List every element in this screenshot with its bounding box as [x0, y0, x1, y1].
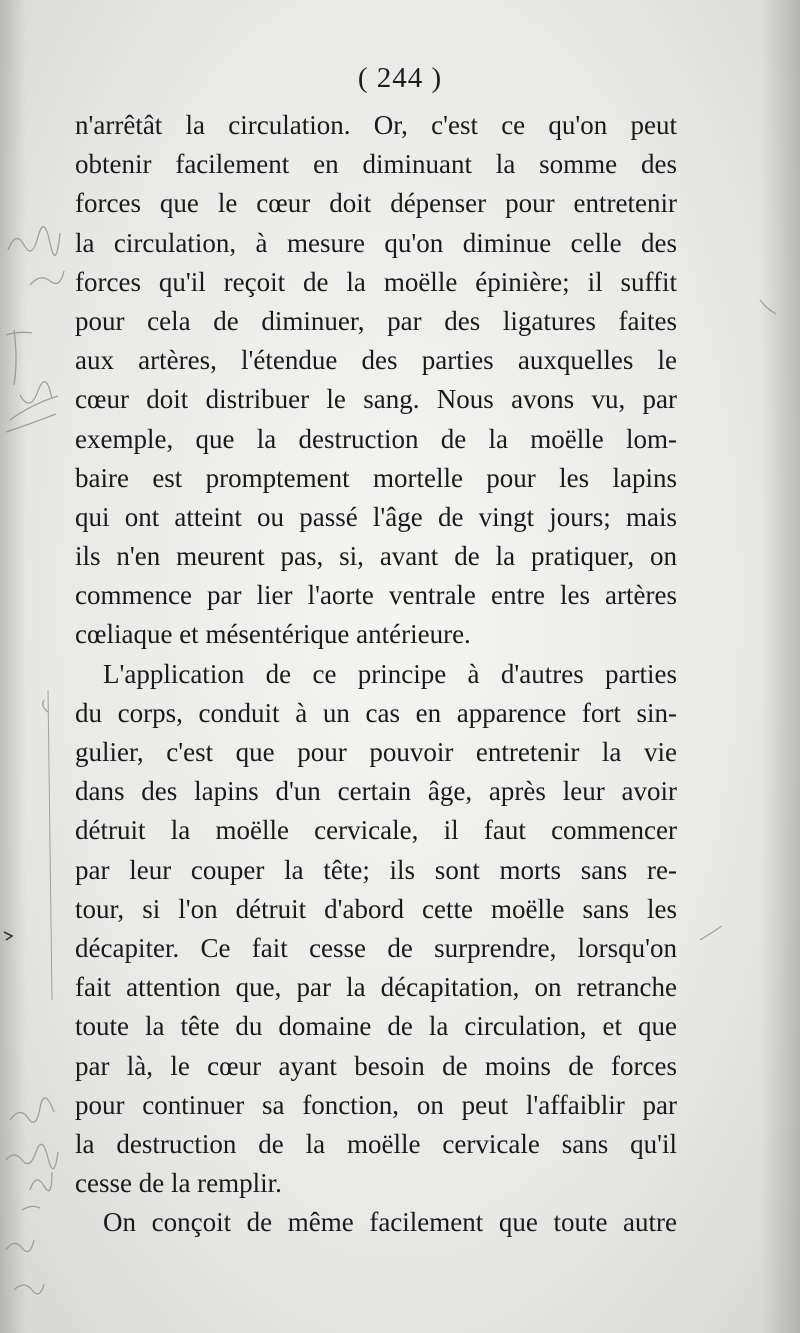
text-line: baire est promptement mortelle pour les lapins [75, 462, 677, 493]
text-line: décapiter. Ce fait cesse de surprendre, lorsqu'on [75, 932, 677, 963]
gutter-shadow [0, 0, 26, 1333]
text-line: L'application de ce principe à d'autres parties [103, 658, 677, 689]
text-line: dans des lapins d'un certain âge, après leur avoir [75, 776, 677, 807]
text-line: ils n'en meurent pas, si, avant de la pratiquer, on [75, 541, 677, 572]
text-line: pour continuer sa fonction, on peut l'affaiblir par [75, 1089, 677, 1120]
text-line: aux artères, l'étendue des parties auxquelles le [75, 345, 677, 376]
text-line: la destruction de la moëlle cervicale sans qu'il [75, 1128, 677, 1159]
text-line: détruit la moëlle cervicale, il faut commencer [75, 815, 677, 846]
text-line: On conçoit de même facilement que toute autre [103, 1207, 677, 1238]
text-line: cœliaque et mésentérique antérieure. [75, 619, 471, 650]
text-line: tour, si l'on détruit d'abord cette moëlle sans les [75, 893, 677, 924]
text-line: pour cela de diminuer, par des ligatures faites [75, 305, 677, 336]
text-line: par là, le cœur ayant besoin de moins de forces [75, 1050, 677, 1081]
text-line: commence par lier l'aorte ventrale entre les artères [75, 580, 677, 611]
text-line: la circulation, à mesure qu'on diminue celle des [75, 227, 677, 258]
page-edge-shadow [760, 0, 800, 1333]
text-line: exemple, que la destruction de la moëlle lom- [75, 423, 677, 454]
text-line: du corps, conduit à un cas en apparence fort sin- [75, 697, 677, 728]
text-line: forces que le cœur doit dépenser pour entretenir [75, 188, 677, 219]
text-line: gulier, c'est que pour pouvoir entretenir la vie [75, 737, 677, 767]
text-line: par leur couper la tête; ils sont morts sans re- [75, 854, 677, 885]
text-line: obtenir facilement en diminuant la somme des [75, 149, 677, 180]
text-line: cesse de la remplir. [75, 1168, 282, 1199]
text-line: n'arrêtât la circulation. Or, c'est ce qu'on peut [75, 110, 677, 140]
page-number: ( 244 ) [357, 62, 443, 94]
text-line: forces qu'il reçoit de la moëlle épinière; il suffit [75, 266, 677, 297]
text-line: fait attention que, par la décapitation, on retranche [75, 972, 677, 1003]
text-line: qui ont atteint ou passé l'âge de vingt jours; mais [75, 501, 677, 532]
text-line: cœur doit distribuer le sang. Nous avons vu, par [75, 384, 677, 415]
body-text [75, 106, 677, 1242]
text-line: toute la tête du domaine de la circulation, et que [75, 1011, 677, 1042]
